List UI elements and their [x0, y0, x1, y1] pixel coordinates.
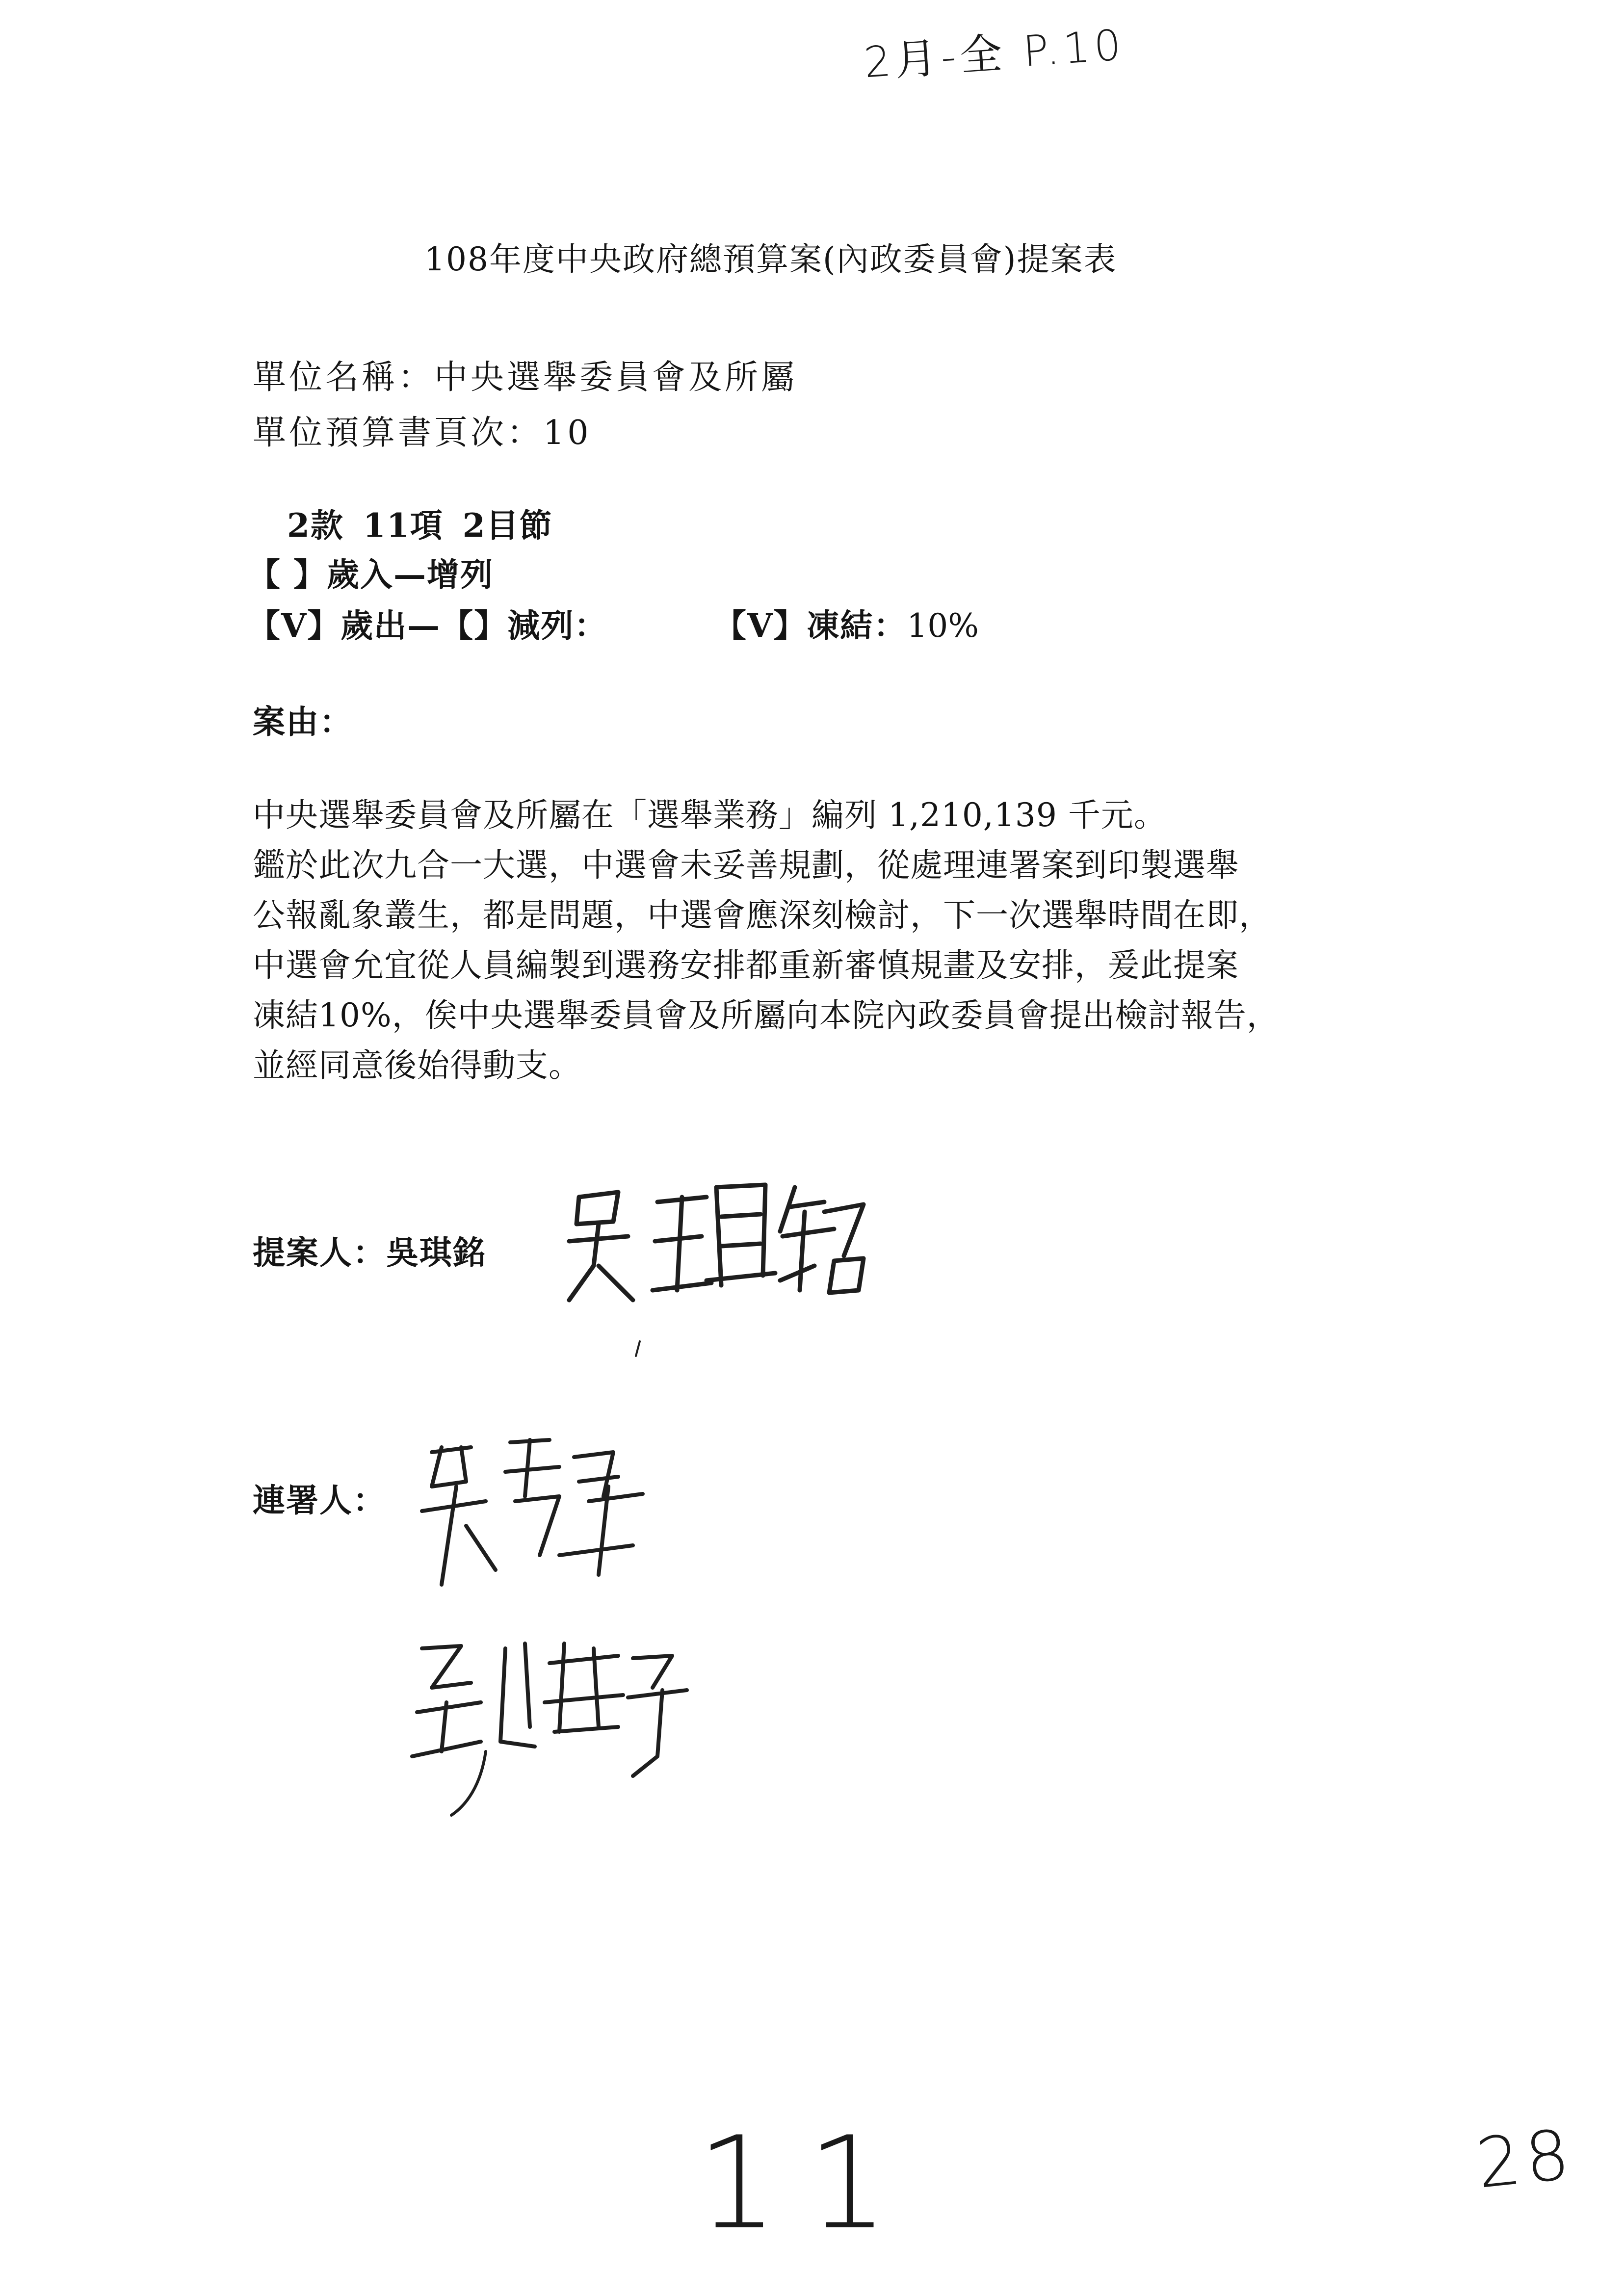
reason-label: 案由： [253, 703, 353, 741]
reason-line: 中央選舉委員會及所屬在「選舉業務」編列 1,210,139 千元。 [253, 796, 1167, 834]
page-ref-row [253, 406, 592, 454]
page-ref-value: 10 [543, 414, 592, 452]
document-title: 108年度中央政府總預算案(內政委員會)提案表 [424, 240, 1117, 278]
stray-mark [633, 1339, 643, 1359]
cosigner-signature-1 [412, 1428, 667, 1599]
unit-name-value: 中央選舉委員會及所屬 [434, 358, 798, 397]
freeze-row [714, 600, 979, 646]
expense-line: 【V】歲出—【】減列： [248, 606, 608, 645]
page-ref-label: 單位預算書頁次： [253, 414, 544, 452]
unit-name-row [253, 351, 797, 398]
budget-section: 2款 11項 2目節 [287, 506, 553, 545]
sheet-number: 28 [1473, 2114, 1578, 2204]
handwritten-top-note: 2月-全 P.10 [862, 20, 1126, 88]
revenue-line: 【 】歲入—增列 [248, 555, 494, 594]
reason-line: 中選會允宜從人員編製到選務安排都重新審慎規畫及安排，爰此提案 [253, 946, 1239, 984]
reason-line: 鑑於此次九合一大選，中選會未妥善規劃，從處理連署案到印製選舉 [253, 846, 1239, 884]
proposer-row [253, 1226, 486, 1273]
cosigner-signature-2 [388, 1629, 692, 1825]
reason-line: 凍結10%，俟中央選舉委員會及所屬向本院內政委員會提出檢討報告， [253, 996, 1280, 1034]
freeze-value: 10% [907, 607, 979, 645]
freeze-label: 【V】凍結： [714, 606, 907, 645]
proposer-signature [559, 1168, 878, 1315]
unit-name-label: 單位名稱： [253, 358, 435, 397]
reason-line: 並經同意後始得動支。 [253, 1046, 581, 1084]
reason-line: 公報亂象叢生，都是問題，中選會應深刻檢討，下一次選舉時間在即， [253, 896, 1272, 934]
page-number: 11 [697, 2110, 918, 2258]
proposer-name: 吳琪銘 [386, 1233, 486, 1272]
cosigner-label: 連署人： [253, 1481, 386, 1519]
proposer-label: 提案人： [253, 1233, 386, 1272]
